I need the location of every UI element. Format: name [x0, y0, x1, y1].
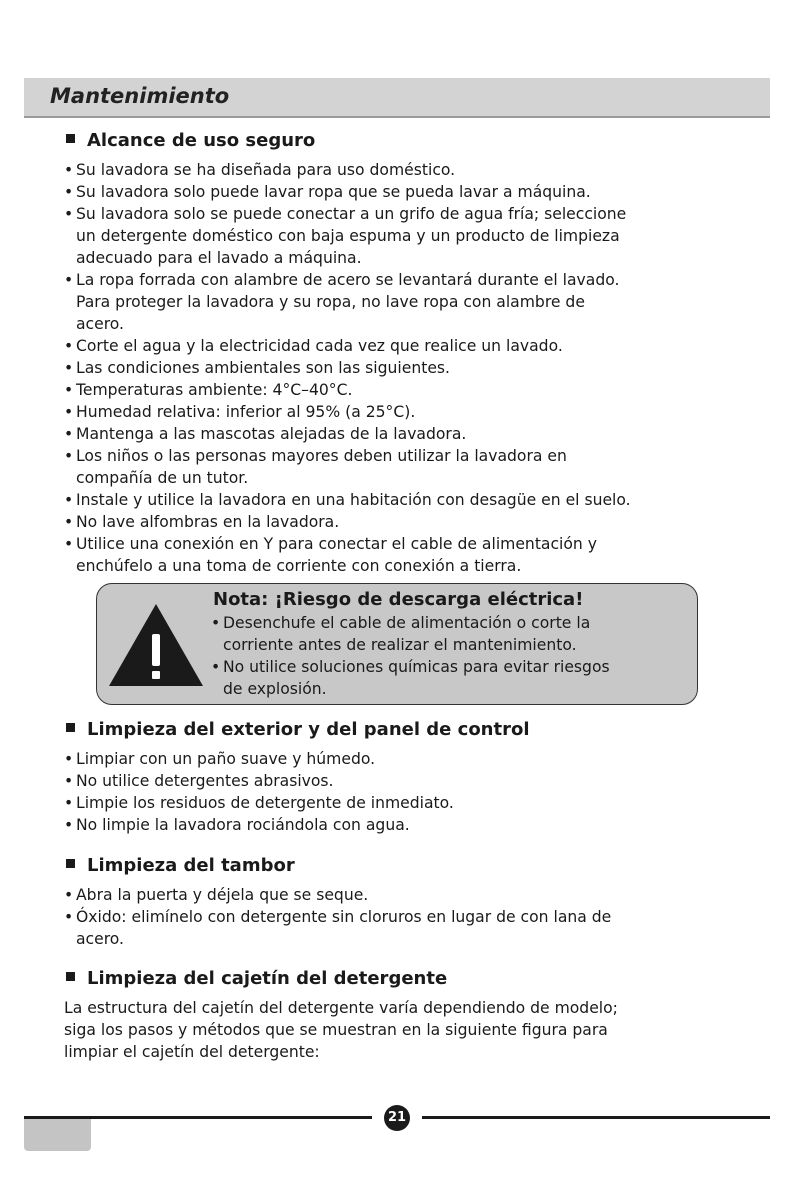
list-item-text: enchúfelo a una toma de corriente con conexión a tierra.: [76, 557, 522, 575]
list-item: [64, 269, 631, 335]
list-item: [211, 656, 610, 700]
list-item: [64, 401, 631, 423]
section-heading-text: Limpieza del tambor: [87, 855, 295, 876]
section-heading-text: Limpieza del exterior y del panel de control: [87, 719, 530, 740]
page-title: Mantenimiento: [50, 84, 230, 108]
list-item-text: Las condiciones ambientales son las siguientes.: [76, 359, 450, 377]
list-item: [64, 203, 631, 269]
list-item-text: Desenchufe el cable de alimentación o corte la: [223, 614, 591, 632]
list-item-text: Temperaturas ambiente: 4°C–40°C.: [76, 381, 353, 399]
note-list: [211, 612, 610, 700]
list-item: [64, 423, 631, 445]
warning-note-box: [96, 583, 698, 705]
list-item: [64, 884, 611, 906]
list-item-text: Limpie los residuos de detergente de inmediato.: [76, 794, 454, 812]
list-item-text: Instale y utilice la lavadora en una habitación con desagüe en el suelo.: [76, 491, 631, 509]
list-item-text: Su lavadora se ha diseñada para uso doméstico.: [76, 161, 456, 179]
paragraph-line: La estructura del cajetín del detergente varía dependiendo de modelo;: [64, 999, 618, 1017]
section-heading-exterior: [66, 719, 530, 740]
list-item-text: Limpiar con un paño suave y húmedo.: [76, 750, 376, 768]
list-item-text: Humedad relativa: inferior al 95% (a 25°C).: [76, 403, 416, 421]
list-item-text: acero.: [76, 315, 125, 333]
square-bullet-icon: [66, 859, 75, 868]
list-item: [64, 379, 631, 401]
list-item: [64, 159, 631, 181]
list-item-text: No utilice detergentes abrasivos.: [76, 772, 334, 790]
list-item: [64, 335, 631, 357]
list-item: [64, 489, 631, 511]
list-item-text: acero.: [76, 930, 125, 948]
square-bullet-icon: [66, 972, 75, 981]
corner-tab: [24, 1119, 91, 1151]
footer-rule-right: [422, 1116, 770, 1119]
list-item-text: Abra la puerta y déjela que se seque.: [76, 886, 369, 904]
paragraph-line: siga los pasos y métodos que se muestran en la siguiente figura para: [64, 1021, 608, 1039]
note-title: Nota: ¡Riesgo de descarga eléctrica!: [213, 589, 584, 610]
exterior-list: [64, 748, 454, 836]
list-item: [64, 770, 454, 792]
section-heading-text: Limpieza del cajetín del detergente: [87, 968, 448, 989]
list-item-text: Los niños o las personas mayores deben utilizar la lavadora en: [76, 447, 567, 465]
list-item: [64, 748, 454, 770]
list-item-text: La ropa forrada con alambre de acero se levantará durante el lavado.: [76, 271, 620, 289]
list-item-text: de explosión.: [223, 680, 327, 698]
list-item-text: No utilice soluciones químicas para evitar riesgos: [223, 658, 610, 676]
section-heading-cajetin: [66, 968, 447, 989]
list-item-text: corriente antes de realizar el mantenimiento.: [223, 636, 577, 654]
warning-triangle-icon: [107, 602, 205, 688]
list-item-text: No limpie la lavadora rociándola con agua.: [76, 816, 410, 834]
list-item: [64, 181, 631, 203]
list-item: [64, 792, 454, 814]
list-item-text: Su lavadora solo puede lavar ropa que se pueda lavar a máquina.: [76, 183, 591, 201]
list-item-text: No lave alfombras en la lavadora.: [76, 513, 340, 531]
list-item-text: compañía de un tutor.: [76, 469, 249, 487]
list-item: [64, 445, 631, 489]
section-heading-tambor: [66, 855, 295, 876]
list-item: [64, 511, 631, 533]
alcance-list: [64, 159, 631, 577]
list-item: [64, 814, 454, 836]
list-item-text: Utilice una conexión en Y para conectar el cable de alimentación y: [76, 535, 597, 553]
tambor-list: [64, 884, 611, 950]
header-bar: [24, 78, 770, 118]
cajetin-paragraph: [64, 997, 618, 1063]
list-item-text: Su lavadora solo se puede conectar a un grifo de agua fría; seleccione: [76, 205, 627, 223]
list-item: [64, 906, 611, 950]
list-item-text: Mantenga a las mascotas alejadas de la lavadora.: [76, 425, 467, 443]
list-item: [64, 533, 631, 577]
list-item: [211, 612, 610, 656]
section-heading-text: Alcance de uso seguro: [87, 130, 316, 151]
square-bullet-icon: [66, 134, 75, 143]
square-bullet-icon: [66, 723, 75, 732]
section-heading-alcance: [66, 130, 315, 151]
list-item-text: adecuado para el lavado a máquina.: [76, 249, 362, 267]
list-item-text: un detergente doméstico con baja espuma y un producto de limpieza: [76, 227, 620, 245]
list-item-text: Óxido: elimínelo con detergente sin cloruros en lugar de con lana de: [76, 908, 612, 926]
list-item: [64, 357, 631, 379]
page-number: 21: [384, 1105, 410, 1131]
list-item-text: Corte el agua y la electricidad cada vez que realice un lavado.: [76, 337, 563, 355]
paragraph-line: limpiar el cajetín del detergente:: [64, 1043, 320, 1061]
list-item-text: Para proteger la lavadora y su ropa, no lave ropa con alambre de: [76, 293, 585, 311]
